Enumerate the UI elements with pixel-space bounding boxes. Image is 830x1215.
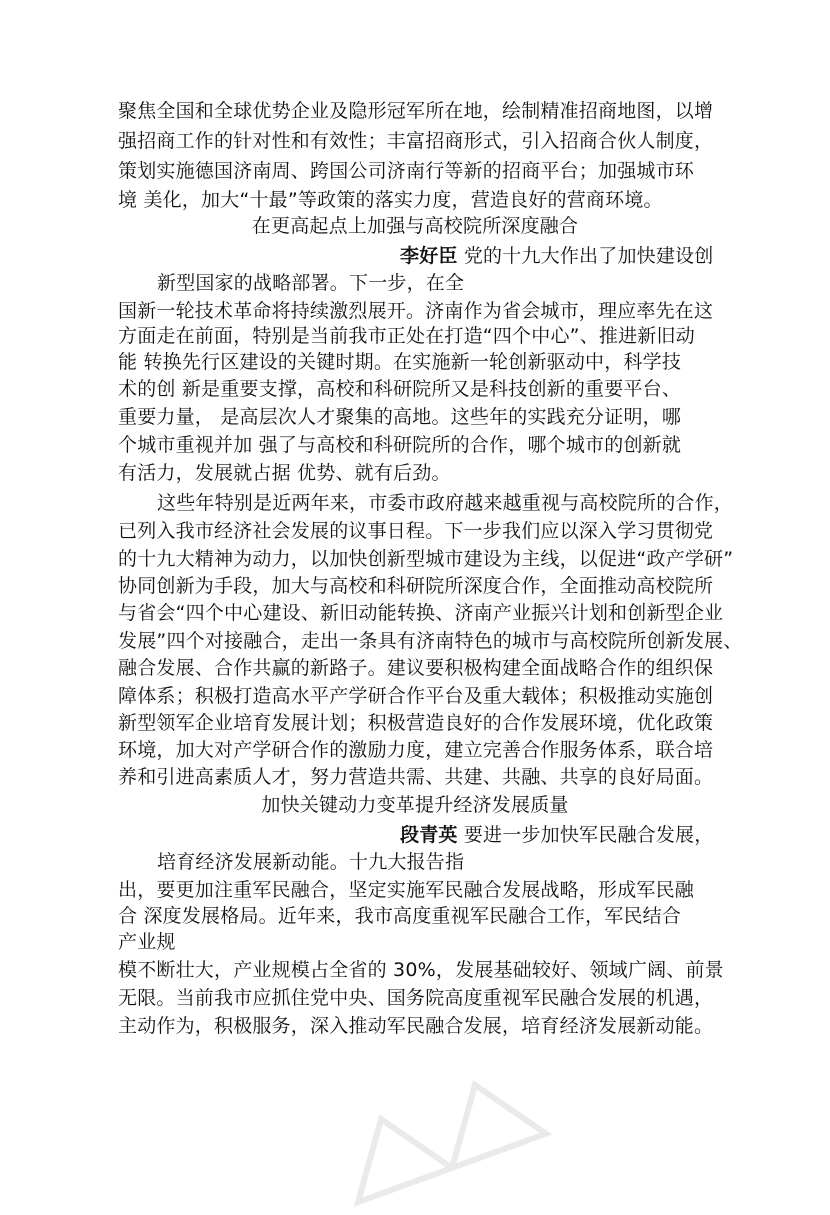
text-line: 方面走在前面，特别是当前我市正处在打造“四个中心”、推进新旧动 <box>118 325 695 347</box>
text-line: 新型国家的战略部署。下一步，在全 <box>157 272 465 294</box>
text-line: 术的创 新是重要支撑，高校和科研院所又是科技创新的重要平台、 <box>118 378 682 400</box>
text-line: 主动作为，积极服务，深入推动军民融合发展，培育经济发展新动能。 <box>118 1015 714 1037</box>
section-heading: 在更高起点上加强与高校院所深度融合 <box>251 215 579 237</box>
text-line: 合 深度发展格局。近年来，我市高度重视军民融合工作，军民结合 <box>118 905 682 927</box>
text-line: 养和引进高素质人才，努力营造共需、共建、共融、共享的良好局面。 <box>118 766 714 788</box>
text-line: 培育经济发展新动能。十九大报告指 <box>157 851 465 873</box>
speaker-line <box>400 243 713 269</box>
text-line: 产业规 <box>118 931 176 953</box>
text-line: 新型领军企业培育发展计划；积极营造良好的合作发展环境，优化政策 <box>118 712 714 734</box>
speaker-name: 李好臣 <box>400 245 458 267</box>
text-line: 已列入我市经济社会发展的议事日程。下一步我们应以深入学习贯彻党 <box>118 520 714 542</box>
text-line: 能 转换先行区建设的关键时期。在实施新一轮创新驱动中，科学技 <box>118 351 682 373</box>
text-line: 的十九大精神为动力，以加快创新型城市建设为主线，以促进“政产学研” <box>118 548 734 570</box>
speaker-text: 党的十九大作出了加快建设创 <box>457 245 714 267</box>
text-line: 个城市重视并加 强了与高校和科研院所的合作，哪个城市的创新就 <box>118 434 682 456</box>
speaker-line <box>400 822 713 848</box>
watermark-mark <box>321 1055 559 1215</box>
text-line: 重要力量， 是高层次人才聚集的高地。这些年的实践充分证明，哪 <box>118 406 682 428</box>
text-line: 模不断壮大，产业规模占全省的 30%，发展基础较好、领域广阔、前景 <box>118 959 724 981</box>
text-line: 聚焦全国和全球优势企业及隐形冠军所在地，绘制精准招商地图，以增 <box>118 100 714 122</box>
text-line: 无限。当前我市应抓住党中央、国务院高度重视军民融合发展的机遇， <box>118 987 714 1009</box>
text-line: 这些年特别是近两年来，市委市政府越来越重视与高校院所的合作， <box>157 492 734 514</box>
speaker-name: 段青英 <box>400 824 458 846</box>
text-line: 融合发展、合作共赢的新路子。建议要积极构建全面战略合作的组织保 <box>118 657 714 679</box>
text-line: 发展”四个对接融合，走出一条具有济南特色的城市与高校院所创新发展、 <box>118 630 743 652</box>
text-line: 境 美化，加大“十最”等政策的落实力度，营造良好的营商环境。 <box>118 189 663 211</box>
text-line: 策划实施德国济南周、跨国公司济南行等新的招商平台；加强城市环 <box>118 160 695 182</box>
text-line: 强招商工作的针对性和有效性；丰富招商形式，引入招商合伙人制度， <box>118 130 714 152</box>
text-line: 出，要更加注重军民融合，坚定实施军民融合发展战略，形成军民融 <box>118 879 695 901</box>
text-line: 协同创新为手段，加大与高校和科研院所深度合作，全面推动高校院所 <box>118 575 714 597</box>
text-line: 障体系；积极打造高水平产学研合作平台及重大载体；积极推动实施创 <box>118 685 714 707</box>
speaker-text: 要进一步加快军民融合发展， <box>457 824 714 846</box>
text-line: 与省会“四个中心建设、新旧动能转换、济南产业振兴计划和创新型企业 <box>118 602 724 624</box>
text-line: 有活力，发展就占据 优势、就有后劲。 <box>118 462 451 484</box>
text-line: 国新一轮技术革命将持续激烈展开。济南作为省会城市，理应率先在这 <box>118 300 714 322</box>
section-heading: 加快关键动力变革提升经济发展质量 <box>261 794 569 816</box>
text-line: 环境，加大对产学研合作的激励力度，建立完善合作服务体系，联合培 <box>118 739 714 761</box>
